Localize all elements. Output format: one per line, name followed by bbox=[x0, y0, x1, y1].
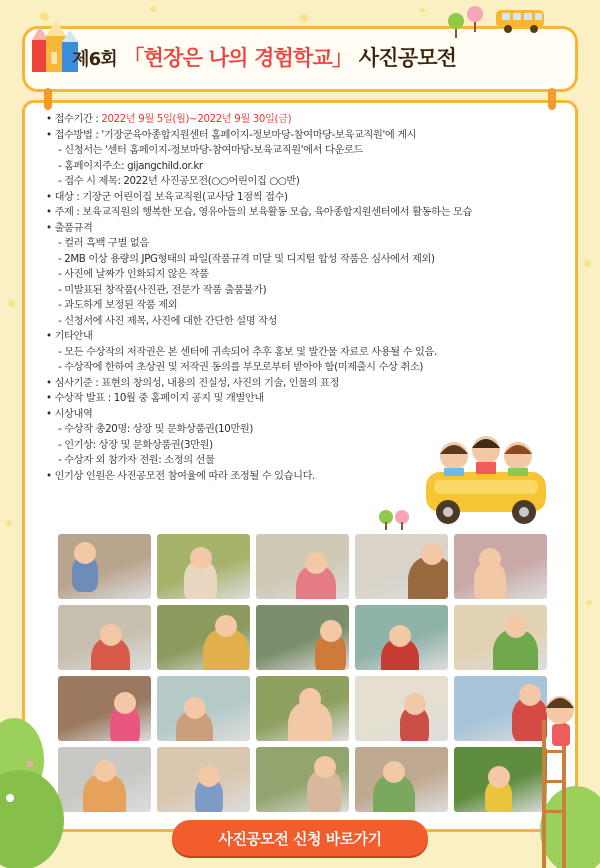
photo-face bbox=[305, 552, 327, 574]
detail-sub: - 수상작에 한하여 초상권 및 저작권 동의를 부모로부터 받아야 함(미제출시 수상 취소) bbox=[58, 362, 424, 373]
gallery-photo bbox=[256, 676, 349, 741]
gallery-photo bbox=[355, 747, 448, 812]
photo-face bbox=[184, 697, 206, 719]
detail-sub: - 신청서는 '센터 홈페이지-정보마당-참여마당-보육교직원'에서 다운로드 bbox=[58, 145, 363, 156]
gallery-photo bbox=[256, 605, 349, 670]
bush-left-illustration bbox=[0, 640, 70, 868]
bus-icon bbox=[494, 4, 548, 36]
photo-face bbox=[299, 688, 321, 710]
kids-car-illustration bbox=[410, 430, 560, 530]
gallery-photo bbox=[58, 747, 151, 812]
title-suffix: 사진공모전 bbox=[358, 46, 457, 70]
detail-etc: • 기타안내 bbox=[44, 329, 544, 345]
detail-target: • 대상 : 기장군 어린이집 보육교직원(교사당 1점씩 접수) bbox=[44, 190, 544, 206]
gallery-photo bbox=[454, 747, 547, 812]
tree-icon bbox=[466, 4, 484, 34]
detail-method: • 접수방법 : '기장군육아종합지원센터 홈페이지-정보마당-참여마당-보육교직원'에 게시 bbox=[44, 128, 544, 144]
page-title bbox=[72, 38, 456, 78]
period-highlight: 2022년 9월 5일(월)~2022년 9월 30일(금) bbox=[101, 114, 292, 125]
photo-face bbox=[198, 765, 220, 787]
gallery-photo bbox=[355, 676, 448, 741]
contest-details bbox=[44, 112, 544, 484]
photo-face bbox=[421, 543, 443, 565]
tree-icon bbox=[378, 508, 412, 530]
photo-face bbox=[314, 756, 336, 778]
gallery-photo bbox=[58, 605, 151, 670]
detail-sub: - 과도하게 보정된 작품 제외 bbox=[58, 300, 178, 311]
photo-face bbox=[383, 761, 405, 783]
gallery-photo bbox=[454, 676, 547, 741]
gallery-photo bbox=[58, 676, 151, 741]
gallery-photo bbox=[256, 534, 349, 599]
detail-sub: - 2MB 이상 용량의 JPG형태의 파일(작품규격 미달 및 디지털 합성 작품은 심사에서 제외) bbox=[58, 253, 435, 265]
detail-sub: - 신청서에 사진 제목, 사진에 대한 간단한 설명 작성 bbox=[58, 315, 278, 327]
photo-face bbox=[215, 615, 237, 637]
gallery-photo bbox=[58, 534, 151, 599]
detail-sub: - 컬러 흑백 구별 없음 bbox=[58, 238, 149, 249]
photo-face bbox=[74, 542, 96, 564]
gallery-photo bbox=[157, 534, 250, 599]
apply-button[interactable]: 사진공모전 신청 바로가기 bbox=[172, 820, 428, 856]
detail-sub: - 접수 시 제목: 2022년 사진공모전(○○어린이집 ○○반) bbox=[58, 176, 300, 187]
photo-face bbox=[404, 693, 426, 715]
photo-face bbox=[100, 624, 122, 646]
photo-face bbox=[190, 547, 212, 569]
tree-icon bbox=[446, 10, 466, 40]
gallery-photo bbox=[355, 534, 448, 599]
photo-face bbox=[114, 692, 136, 714]
gallery-photo bbox=[256, 747, 349, 812]
detail-sub: - 인기상: 상장 및 문화상품권(3만원) bbox=[58, 439, 213, 451]
gallery-photo bbox=[454, 534, 547, 599]
gallery-photo bbox=[157, 605, 250, 670]
binder-ring bbox=[548, 88, 556, 110]
detail-spec: • 출품규격 bbox=[44, 221, 544, 237]
detail-sub: - 사진에 날짜가 인화되지 않은 작품 bbox=[58, 269, 209, 280]
photo-face bbox=[479, 548, 501, 570]
photo-face bbox=[94, 760, 116, 782]
detail-note: • 인기상 인원은 사진공모전 참여율에 따라 조정될 수 있습니다. bbox=[44, 469, 544, 485]
detail-criteria: • 심사기준 : 표현의 창의성, 내용의 진실성, 사진의 기술, 인물의 표정 bbox=[44, 376, 544, 392]
photo-face bbox=[488, 766, 510, 788]
detail-announce: • 수상작 발표 : 10월 중 홈페이지 공지 및 개별안내 bbox=[44, 391, 544, 407]
detail-theme: • 주제 : 보육교직원의 행복한 모습, 영유아들의 보육활동 모습, 육아종합지원센터에서 활동하는 모습 bbox=[44, 205, 544, 221]
title-prefix: 제6회 bbox=[72, 49, 117, 70]
detail-sub: - 수상자 외 참가자 전원: 소정의 선물 bbox=[58, 455, 215, 466]
photo-face bbox=[505, 616, 527, 638]
detail-period: • 접수기간 : 2022년 9월 5일(월)~2022년 9월 30일(금) bbox=[44, 112, 544, 128]
detail-awards: • 시상내역 bbox=[44, 407, 544, 423]
detail-sub: - 수상작 총20명: 상장 및 문화상품권(10만원) bbox=[58, 424, 253, 435]
binder-ring bbox=[44, 88, 52, 110]
girl-on-ladder-illustration bbox=[536, 680, 600, 868]
gallery-photo bbox=[454, 605, 547, 670]
photo-face bbox=[389, 625, 411, 647]
detail-sub: - 홈페이지주소: gijangchild.or.kr bbox=[58, 160, 203, 172]
detail-sub: - 모든 수상작의 저작권은 본 센터에 귀속되어 추후 홍보 및 발간물 자료로 사용될 수 있음. bbox=[58, 346, 437, 358]
photo-face bbox=[320, 620, 342, 642]
title-main: 「현장은 나의 경험학교」 bbox=[123, 46, 353, 70]
gallery-photo bbox=[355, 605, 448, 670]
detail-sub: - 미발표된 창작품(사진관, 전문가 작품 출품불가) bbox=[58, 284, 267, 296]
gallery-photo bbox=[157, 676, 250, 741]
gallery-photo bbox=[157, 747, 250, 812]
photo-gallery bbox=[58, 534, 547, 812]
